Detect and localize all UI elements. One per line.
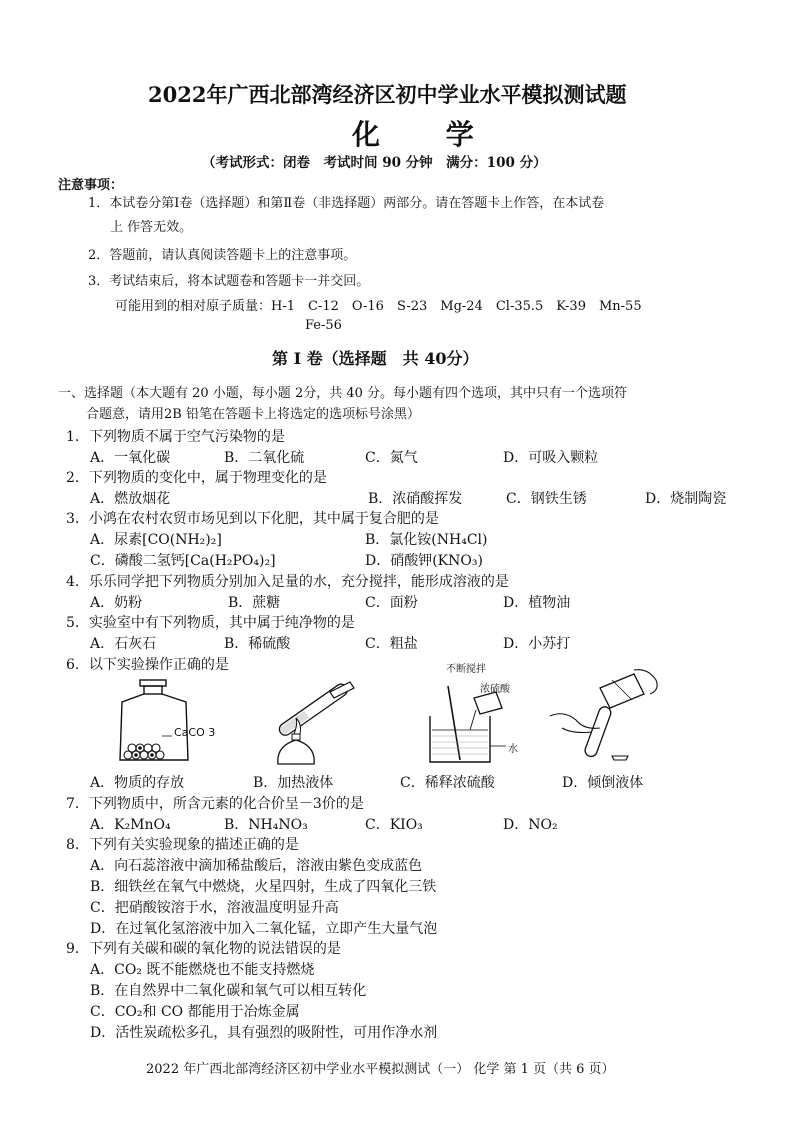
figure-pouring-liquid: [540, 666, 668, 766]
notice-item-3: 3．考试结束后，将本试题卷和答题卡一并交回。: [88, 274, 370, 289]
question-5-option-d: D．小苏打: [503, 636, 571, 652]
label-stir: 不断搅拌: [446, 664, 486, 675]
question-9-option-c: C．CO₂和 CO 都能用于冶炼金属: [90, 1004, 300, 1020]
atomic-masses-line2: Fe-56: [305, 318, 342, 333]
question-8-option-d: D．在过氧化氢溶液中加入二氧化锰，立即产生大量气泡: [90, 921, 438, 937]
subject-title: 化 学: [352, 118, 502, 151]
question-8-option-b: B．细铁丝在氧气中燃烧，火星四射，生成了四氧化三铁: [90, 879, 437, 895]
question-1-option-c: C．氮气: [365, 450, 418, 466]
figure-bottle-caco3: [110, 676, 220, 764]
question-2-option-b: B．浓硝酸挥发: [368, 491, 463, 507]
question-6-option-b: B．加热液体: [253, 775, 334, 791]
question-9-option-b: B．在自然界中二氧化碳和氧气可以相互转化: [90, 983, 367, 999]
question-2-stem: 2．下列物质的变化中，属于物理变化的是: [66, 470, 327, 486]
question-4-option-d: D．植物油: [503, 595, 571, 611]
question-7-option-a: A．K₂MnO₄: [90, 817, 171, 833]
question-7-option-c: C．KIO₃: [365, 817, 423, 833]
label-caco3: CaCO 3: [174, 726, 216, 739]
question-4-option-a: A．奶粉: [90, 595, 143, 611]
question-1-option-b: B．二氧化硫: [224, 450, 305, 466]
question-4-stem: 4．乐乐同学把下列物质分别加入足量的水，充分搅拌，能形成溶液的是: [66, 574, 509, 590]
question-7-option-d: D．NO₂: [503, 817, 558, 833]
question-4-option-c: C．面粉: [365, 595, 418, 611]
figure-heating-liquid: [260, 672, 370, 768]
question-7-option-b: B．NH₄NO₃: [224, 817, 308, 833]
section-instructions-2: 合题意，请用2B 铅笔在答题卡上将选定的选项标号涂黑）: [86, 407, 420, 422]
question-4-option-b: B．蔗糖: [228, 595, 281, 611]
question-9-option-a: A．CO₂ 既不能燃烧也不能支持燃烧: [90, 962, 315, 978]
notice-item-1: 1．本试卷分第Ⅰ卷（选择题）和第Ⅱ卷（非选择题）两部分。请在答题卡上作答，在本试卷: [88, 196, 605, 211]
question-3-stem: 3．小鸿在农村农贸市场见到以下化肥，其中属于复合肥的是: [66, 511, 439, 527]
question-9-option-d: D．活性炭疏松多孔，具有强烈的吸附性，可用作净水剂: [90, 1025, 438, 1041]
question-5-stem: 5．实验室中有下列物质，其中属于纯净物的是: [66, 615, 355, 631]
notice-heading: 注意事项：: [58, 178, 124, 193]
label-water: 水: [508, 744, 518, 755]
label-acid: 浓硫酸: [480, 684, 510, 695]
question-2-option-a: A．燃放烟花: [90, 491, 171, 507]
question-6-option-c: C．稀释浓硫酸: [400, 775, 495, 791]
question-1-option-a: A．一氧化碳: [90, 450, 171, 466]
question-8-option-c: C．把硝酸铵溶于水，溶液温度明显升高: [90, 900, 339, 916]
question-5-option-b: B．稀硫酸: [224, 636, 291, 652]
question-3-option-c: C．磷酸二氢钙[Ca(H₂PO₄)₂]: [90, 553, 276, 569]
question-6-option-d: D．倾倒液体: [562, 775, 644, 791]
page-footer: 2022 年广西北部湾经济区初中学业水平模拟测试（一） 化学 第 1 页（共 6 页）: [146, 1062, 615, 1077]
notice-item-1-cont: 上 作答无效。: [110, 220, 193, 235]
question-3-option-b: B．氯化铵(NH₄Cl): [365, 532, 488, 548]
exam-info: （考试形式：闭卷 考试时间 90 分钟 满分：100 分）: [202, 155, 547, 171]
question-1-option-d: D．可吸入颗粒: [503, 450, 599, 466]
question-6-stem: 6．以下实验操作正确的是: [66, 657, 229, 673]
question-3-option-d: D．硝酸钾(KNO₃): [365, 553, 483, 569]
question-5-option-a: A．石灰石: [90, 636, 157, 652]
section-title: 第 Ⅰ 卷（选择题 共 40分）: [272, 349, 479, 368]
section-instructions-1: 一、选择题（本大题有 20 小题，每小题 2分，共 40 分。每小题有四个选项，其中只有一个选项符: [58, 386, 628, 401]
atomic-masses-line1: 可能用到的相对原子质量：H-1 C-12 O-16 S-23 Mg-24 Cl-35.5 K-39 Mn-55: [115, 299, 642, 314]
question-6-option-a: A．物质的存放: [90, 775, 185, 791]
question-8-stem: 8．下列有关实验现象的描述正确的是: [66, 837, 299, 853]
question-1-stem: 1．下列物质不属于空气污染物的是: [66, 429, 285, 445]
notice-item-2: 2．答题前，请认真阅读答题卡上的注意事项。: [88, 248, 357, 263]
question-9-stem: 9．下列有关碳和碳的氧化物的说法错误的是: [66, 941, 341, 957]
question-2-option-d: D．烧制陶瓷: [645, 491, 727, 507]
question-7-stem: 7．下列物质中，所含元素的化合价呈－3价的是: [66, 796, 364, 812]
question-3-option-a: A．尿素[CO(NH₂)₂]: [90, 532, 222, 548]
question-5-option-c: C．粗盐: [365, 636, 418, 652]
question-8-option-a: A．向石蕊溶液中滴加稀盐酸后，溶液由紫色变成蓝色: [90, 858, 423, 874]
exam-title: 2022年广西北部湾经济区初中学业水平模拟测试题: [148, 82, 627, 107]
question-2-option-c: C．钢铁生锈: [506, 491, 587, 507]
